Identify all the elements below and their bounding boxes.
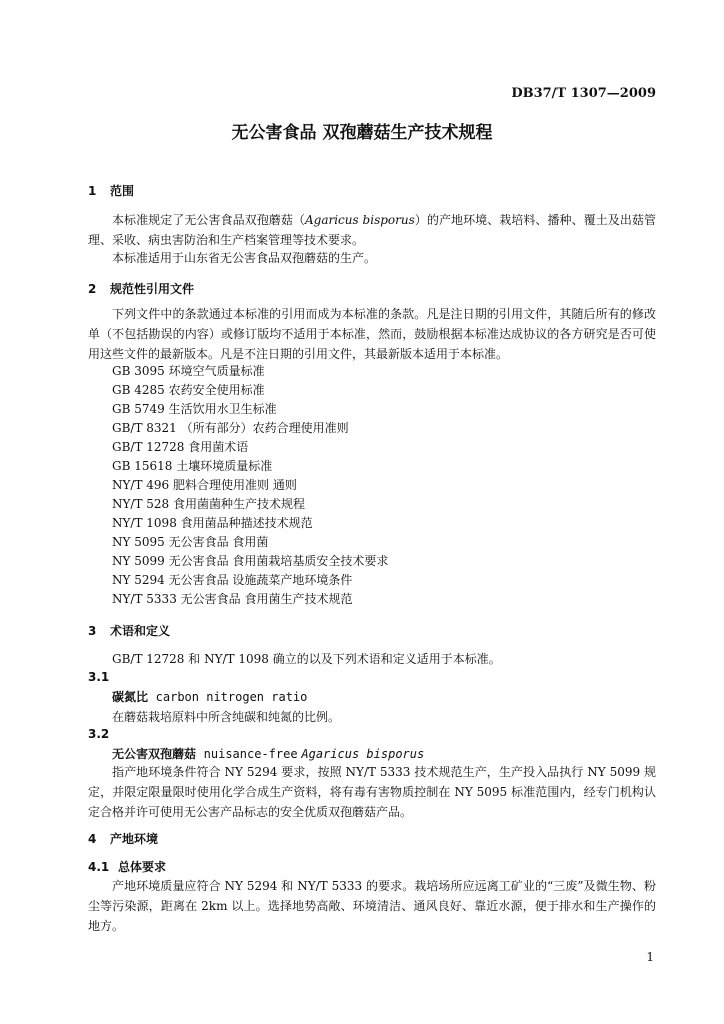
- section-1-heading: [88, 182, 134, 199]
- section-title: 术语和定义: [110, 624, 171, 638]
- term-3-1-title: [112, 688, 307, 705]
- reference-item: GB/T 12728 食用菌术语: [112, 440, 249, 454]
- term-zh: 碳氮比: [112, 690, 149, 704]
- section-title: 范围: [110, 184, 135, 198]
- term-en-latin: Agaricus bisporus: [301, 747, 425, 761]
- page-number: 1: [646, 950, 654, 964]
- reference-item: NY 5095 无公害食品 食用菌: [112, 535, 269, 549]
- term-zh: 无公害双孢蘑菇: [112, 747, 197, 761]
- scope-paragraph-2: 本标准适用于山东省无公害食品双孢蘑菇的生产。: [112, 251, 377, 265]
- scope-paragraph-1: [88, 210, 656, 250]
- subsection-4-1-heading: [88, 858, 166, 875]
- scope-text-b: ）的产地环境、栽培料、播种、覆土及出菇管理、采收、病虫害防治和生产档案管理等技术要求。: [88, 213, 656, 247]
- section-2-heading: [88, 280, 194, 297]
- reference-item: NY 5099 无公害食品 食用菌栽培基质安全技术要求: [112, 554, 389, 568]
- term-en: carbon nitrogen ratio: [155, 690, 308, 704]
- terms-intro: GB/T 12728 和 NY/T 1098 确立的以及下列术语和定义适用于本标准。: [112, 652, 501, 666]
- section-number: 4: [88, 832, 97, 846]
- reference-item: NY 5294 无公害食品 设施蔬菜产地环境条件: [112, 573, 353, 587]
- reference-item: NY/T 1098 食用菌品种描述技术规范: [112, 516, 313, 530]
- reference-item: GB 5749 生活饮用水卫生标准: [112, 402, 277, 416]
- section-number: 3: [88, 624, 97, 638]
- reference-item: NY/T 5333 无公害食品 食用菌生产技术规范: [112, 592, 353, 606]
- term-3-2-number: 3.2: [88, 727, 110, 741]
- subsection-number: 4.1: [88, 860, 110, 874]
- scope-text-a: 本标准规定了无公害食品双孢蘑菇（: [112, 213, 305, 227]
- reference-item: GB/T 8321 （所有部分）农药合理使用准则: [112, 421, 349, 435]
- term-en: nuisance-free: [203, 747, 298, 761]
- normative-references-paragraph: 下列文件中的条款通过本标准的引用而成为本标准的条款。凡是注日期的引用文件，其随后所有的修改单（不包括勘误的内容）或修订版均不适用于本标准，然而，鼓励根据本标准达成协议的各方研究是否可使用这些文件的最新版本。凡是不注日期的引用文件，其最新版本适用于本标准。: [88, 307, 656, 361]
- reference-item: GB 15618 土壤环境质量标准: [112, 459, 273, 473]
- reference-item: GB 3095 环境空气质量标准: [112, 364, 265, 378]
- term-3-2-title: [112, 745, 424, 762]
- section-title: 产地环境: [110, 832, 159, 846]
- section-3-heading: [88, 622, 170, 639]
- term-3-1-number: 3.1: [88, 670, 110, 684]
- section-number: 2: [88, 282, 97, 296]
- environment-paragraph: 产地环境质量应符合 NY 5294 和 NY/T 5333 的要求。栽培场所应远离工矿业的“三废”及微生物、粉尘等污染源，距离在 2km 以上。选择地势高敞、环境清洁、通风良好、靠近水源，便于排水和生产操作的地方。: [88, 879, 656, 933]
- section-4-heading: [88, 830, 158, 847]
- term-3-1-definition: 在蘑菇栽培原料中所含纯碳和纯氮的比例。: [112, 710, 341, 724]
- term-3-2-definition: 指产地环境条件符合 NY 5294 要求，按照 NY/T 5333 技术规范生产，生产投入品执行 NY 5099 规定，并限定限量限时使用化学合成生产资料，将有毒有害物质控制在 NY 5095 标准范围内，经专门机构认定合格并许可使用无公害产品标志的安全优质双孢蘑菇产品。: [88, 765, 656, 819]
- reference-item: NY/T 496 肥料合理使用准则 通则: [112, 478, 297, 492]
- section-title: 规范性引用文件: [110, 282, 195, 296]
- standard-number: DB37/T 1307—2009: [511, 86, 656, 101]
- subsection-title: 总体要求: [118, 860, 167, 874]
- document-title: 无公害食品 双孢蘑菇生产技术规程: [231, 123, 493, 143]
- reference-item: GB 4285 农药安全使用标准: [112, 383, 265, 397]
- latin-name: Agaricus bisporus: [304, 213, 415, 227]
- reference-list: [112, 362, 388, 609]
- reference-item: NY/T 528 食用菌菌种生产技术规程: [112, 497, 306, 511]
- section-number: 1: [88, 184, 97, 198]
